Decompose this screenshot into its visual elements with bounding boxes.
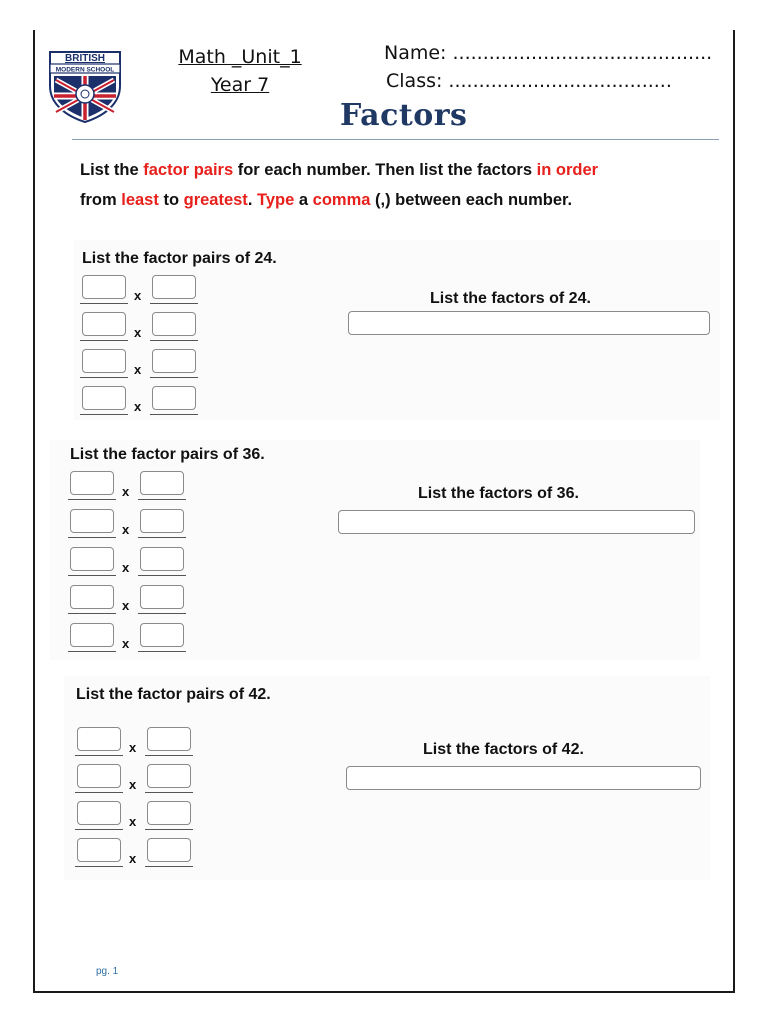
title-divider — [72, 139, 719, 140]
factor-input-left[interactable] — [77, 838, 121, 862]
factor-input-right[interactable] — [147, 801, 191, 825]
answer-underline — [138, 499, 186, 500]
answer-underline — [68, 613, 116, 614]
times-symbol: x — [122, 636, 130, 651]
answer-underline — [80, 303, 128, 304]
year-title: Year 7 — [210, 74, 270, 96]
times-symbol: x — [122, 484, 130, 499]
factor-input-left[interactable] — [77, 764, 121, 788]
times-symbol: x — [129, 777, 137, 792]
answer-underline — [75, 829, 123, 830]
factor-input-left[interactable] — [70, 623, 114, 647]
name-field-line: Name: ........................................... — [384, 42, 713, 64]
factor-input-left[interactable] — [82, 386, 126, 410]
factor-input-left[interactable] — [77, 801, 121, 825]
times-symbol: x — [122, 522, 130, 537]
factor-input-right[interactable] — [140, 547, 184, 571]
times-symbol: x — [129, 814, 137, 829]
answer-underline — [150, 303, 198, 304]
list-factors-label: List the factors of 24. — [430, 290, 591, 307]
factor-input-right[interactable] — [152, 349, 196, 373]
page-number: pg. 1 — [96, 966, 119, 977]
factor-input-left[interactable] — [70, 509, 114, 533]
factor-input-right[interactable] — [140, 471, 184, 495]
times-symbol: x — [129, 851, 137, 866]
factor-input-left[interactable] — [70, 547, 114, 571]
section-heading: List the factor pairs of 36. — [70, 446, 265, 463]
instructions: List the factor pairs for each number. Then list the factors in order from least to greatest. Type a comma (,) between each number. — [80, 161, 599, 209]
factor-input-right[interactable] — [152, 312, 196, 336]
factors-list-input[interactable] — [348, 311, 710, 335]
unit-title: Math _Unit_1 — [178, 46, 302, 68]
times-symbol: x — [134, 325, 142, 340]
answer-underline — [150, 414, 198, 415]
answer-underline — [80, 414, 128, 415]
answer-underline — [75, 755, 123, 756]
factor-input-left[interactable] — [82, 312, 126, 336]
logo-text-band: MODERN SCHOOL — [55, 66, 115, 74]
times-symbol: x — [134, 362, 142, 377]
answer-underline — [75, 792, 123, 793]
answer-underline — [138, 575, 186, 576]
factor-input-left[interactable] — [70, 471, 114, 495]
logo-text-top: BRITISH — [65, 53, 105, 64]
list-factors-label: List the factors of 36. — [418, 485, 579, 502]
factor-input-right[interactable] — [140, 509, 184, 533]
class-field-line: Class: ..................................... — [386, 70, 672, 92]
answer-underline — [75, 866, 123, 867]
factor-input-left[interactable] — [82, 275, 126, 299]
times-symbol: x — [129, 740, 137, 755]
answer-underline — [138, 537, 186, 538]
section-heading: List the factor pairs of 24. — [82, 250, 277, 267]
factor-input-right[interactable] — [152, 386, 196, 410]
times-symbol: x — [122, 560, 130, 575]
answer-underline — [138, 651, 186, 652]
answer-underline — [150, 340, 198, 341]
factors-list-input[interactable] — [338, 510, 695, 534]
answer-underline — [145, 755, 193, 756]
times-symbol: x — [134, 288, 142, 303]
factor-input-left[interactable] — [82, 349, 126, 373]
list-factors-label: List the factors of 42. — [423, 741, 584, 758]
answer-underline — [138, 613, 186, 614]
answer-underline — [80, 377, 128, 378]
answer-underline — [150, 377, 198, 378]
answer-underline — [80, 340, 128, 341]
answer-underline — [68, 651, 116, 652]
answer-underline — [68, 575, 116, 576]
answer-underline — [145, 866, 193, 867]
section-heading: List the factor pairs of 42. — [76, 686, 271, 703]
answer-underline — [68, 537, 116, 538]
answer-underline — [145, 792, 193, 793]
school-logo — [44, 46, 126, 124]
answer-underline — [68, 499, 116, 500]
factor-input-right[interactable] — [140, 623, 184, 647]
factor-input-left[interactable] — [77, 727, 121, 751]
answer-underline — [145, 829, 193, 830]
page-title: Factors — [340, 98, 468, 133]
times-symbol: x — [134, 399, 142, 414]
factors-list-input[interactable] — [346, 766, 701, 790]
factor-input-right[interactable] — [147, 727, 191, 751]
factor-input-left[interactable] — [70, 585, 114, 609]
factor-input-right[interactable] — [147, 838, 191, 862]
factor-input-right[interactable] — [140, 585, 184, 609]
factor-input-right[interactable] — [147, 764, 191, 788]
times-symbol: x — [122, 598, 130, 613]
factor-input-right[interactable] — [152, 275, 196, 299]
